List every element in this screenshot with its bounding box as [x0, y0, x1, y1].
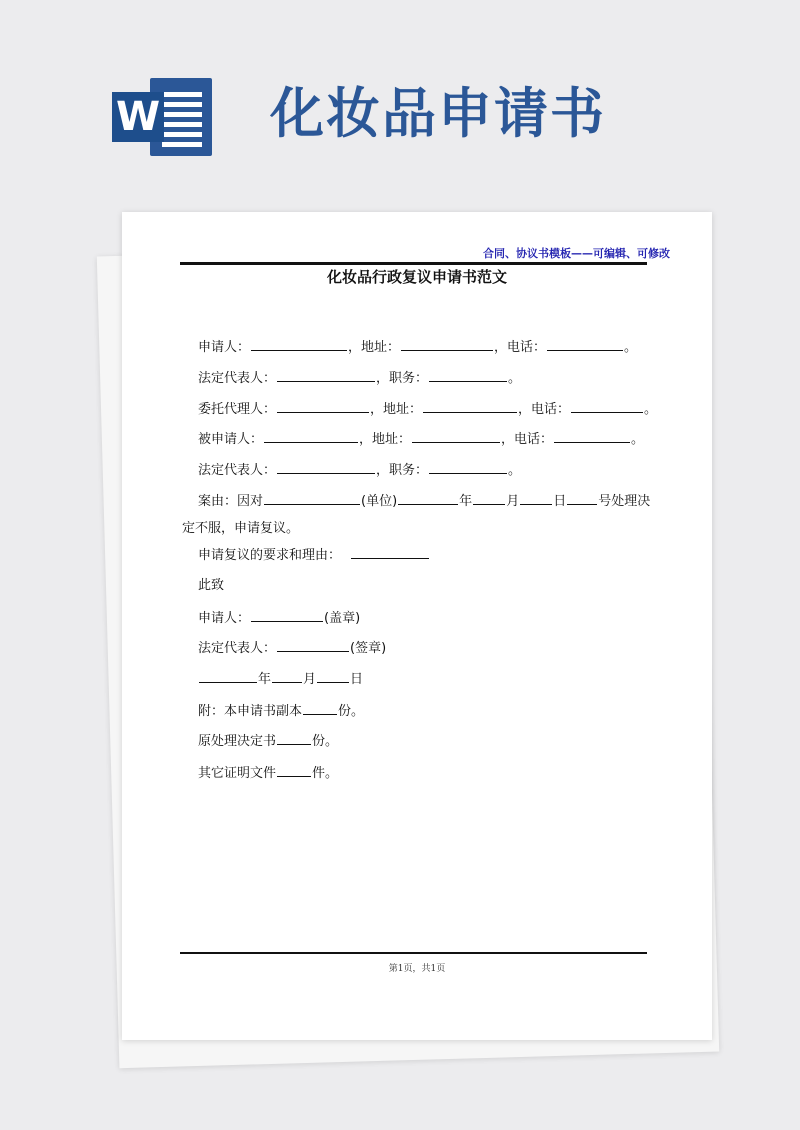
logo-line [162, 142, 202, 147]
blank-address[interactable] [412, 428, 500, 443]
label-applicant: 申请人： [198, 611, 251, 626]
label-position: ，职务： [376, 463, 429, 478]
date-line [198, 668, 363, 686]
blank-position[interactable] [429, 367, 507, 382]
blank-legal-rep[interactable] [277, 367, 375, 382]
blank-year[interactable] [199, 668, 257, 683]
blank-day[interactable] [317, 668, 349, 683]
punct: 。 [631, 432, 645, 447]
document-title: 化妆品行政复议申请书范文 [326, 268, 507, 286]
punct: 。 [508, 371, 522, 386]
agent-line [198, 398, 657, 416]
legal-rep-line-2 [198, 459, 521, 477]
word-document-icon [112, 78, 212, 156]
label-phone: ，电话： [494, 340, 547, 355]
label-month: 月 [506, 494, 520, 509]
blank-address[interactable] [401, 336, 493, 351]
label-copy-unit: 份。 [338, 704, 365, 719]
label-reason: 申请复议的要求和理由： [198, 548, 342, 563]
document-page [122, 212, 712, 1040]
header-rule [180, 262, 647, 265]
blank-day[interactable] [520, 490, 552, 505]
label-decision: 号处理决 [598, 494, 651, 509]
blank-agent[interactable] [277, 398, 369, 413]
blank-applicant-seal[interactable] [251, 607, 323, 622]
blank-number[interactable] [567, 490, 597, 505]
respondent-line [198, 428, 644, 446]
blank-evidence-count[interactable] [277, 762, 311, 777]
label-signature: (签章) [350, 641, 387, 656]
label-legal-rep: 法定代表人： [198, 463, 277, 478]
blank-respondent[interactable] [264, 428, 358, 443]
label-year: 年 [258, 672, 272, 687]
logo-line [162, 102, 202, 107]
blank-unit[interactable] [264, 490, 360, 505]
label-legal-rep: 法定代表人： [198, 371, 277, 386]
punct: 。 [644, 402, 658, 417]
blank-address[interactable] [423, 398, 517, 413]
banner-title: 化妆品申请书 [270, 82, 606, 145]
blank-legal-rep[interactable] [277, 459, 375, 474]
blank-decision-count[interactable] [277, 730, 311, 745]
applicant-seal-line [198, 607, 360, 625]
label-respondent: 被申请人： [198, 432, 264, 447]
original-decision-line [198, 730, 338, 748]
blank-year[interactable] [398, 490, 458, 505]
label-agent: 委托代理人： [198, 402, 277, 417]
label-case: 案由：因对 [198, 494, 264, 509]
document-tag: 合同、协议书模板——可编辑、可修改 [483, 247, 670, 260]
punct: 。 [624, 340, 638, 355]
blank-position[interactable] [429, 459, 507, 474]
legal-rep-sign-line [198, 637, 386, 655]
logo-letter: W [112, 92, 164, 142]
case-line-continued: 定不服，申请复议。 [182, 521, 300, 536]
label-phone: ，电话： [518, 402, 571, 417]
blank-phone[interactable] [571, 398, 643, 413]
logo-line [162, 122, 202, 127]
label-copy-unit: 份。 [312, 734, 339, 749]
other-evidence-line [198, 762, 338, 780]
footer-rule [180, 952, 647, 954]
blank-copy-count[interactable] [303, 700, 337, 715]
blank-phone[interactable] [547, 336, 623, 351]
logo-line [162, 112, 202, 117]
label-seal: (盖章) [324, 611, 361, 626]
label-day: 日 [350, 672, 364, 687]
label-year: 年 [459, 494, 473, 509]
label-legal-rep: 法定代表人： [198, 641, 277, 656]
label-attachment-copy: 附：本申请书副本 [198, 704, 303, 719]
attachment-copy-line [198, 700, 364, 718]
punct: 。 [508, 463, 522, 478]
label-address: ，地址： [359, 432, 412, 447]
salutation: 此致 [198, 578, 225, 593]
blank-applicant[interactable] [251, 336, 347, 351]
label-address: ，地址： [348, 340, 401, 355]
label-piece-unit: 件。 [312, 766, 339, 781]
page-number: 第1页，共1页 [388, 964, 446, 974]
label-phone: ，电话： [501, 432, 554, 447]
blank-phone[interactable] [554, 428, 630, 443]
applicant-line [198, 336, 637, 354]
blank-month[interactable] [473, 490, 505, 505]
label-month: 月 [303, 672, 317, 687]
blank-legal-rep-sign[interactable] [277, 637, 349, 652]
legal-rep-line [198, 367, 521, 385]
label-position: ，职务： [376, 371, 429, 386]
logo-line [162, 132, 202, 137]
label-day: 日 [553, 494, 567, 509]
reason-line [198, 544, 430, 562]
label-address: ，地址： [370, 402, 423, 417]
case-line [198, 490, 650, 508]
label-unit: (单位) [361, 494, 398, 509]
logo-line [162, 92, 202, 97]
label-applicant: 申请人： [198, 340, 251, 355]
header-banner [0, 0, 800, 200]
blank-month[interactable] [272, 668, 302, 683]
label-original-decision: 原处理决定书 [198, 734, 277, 749]
label-other-evidence: 其它证明文件 [198, 766, 277, 781]
blank-reason[interactable] [351, 544, 429, 559]
